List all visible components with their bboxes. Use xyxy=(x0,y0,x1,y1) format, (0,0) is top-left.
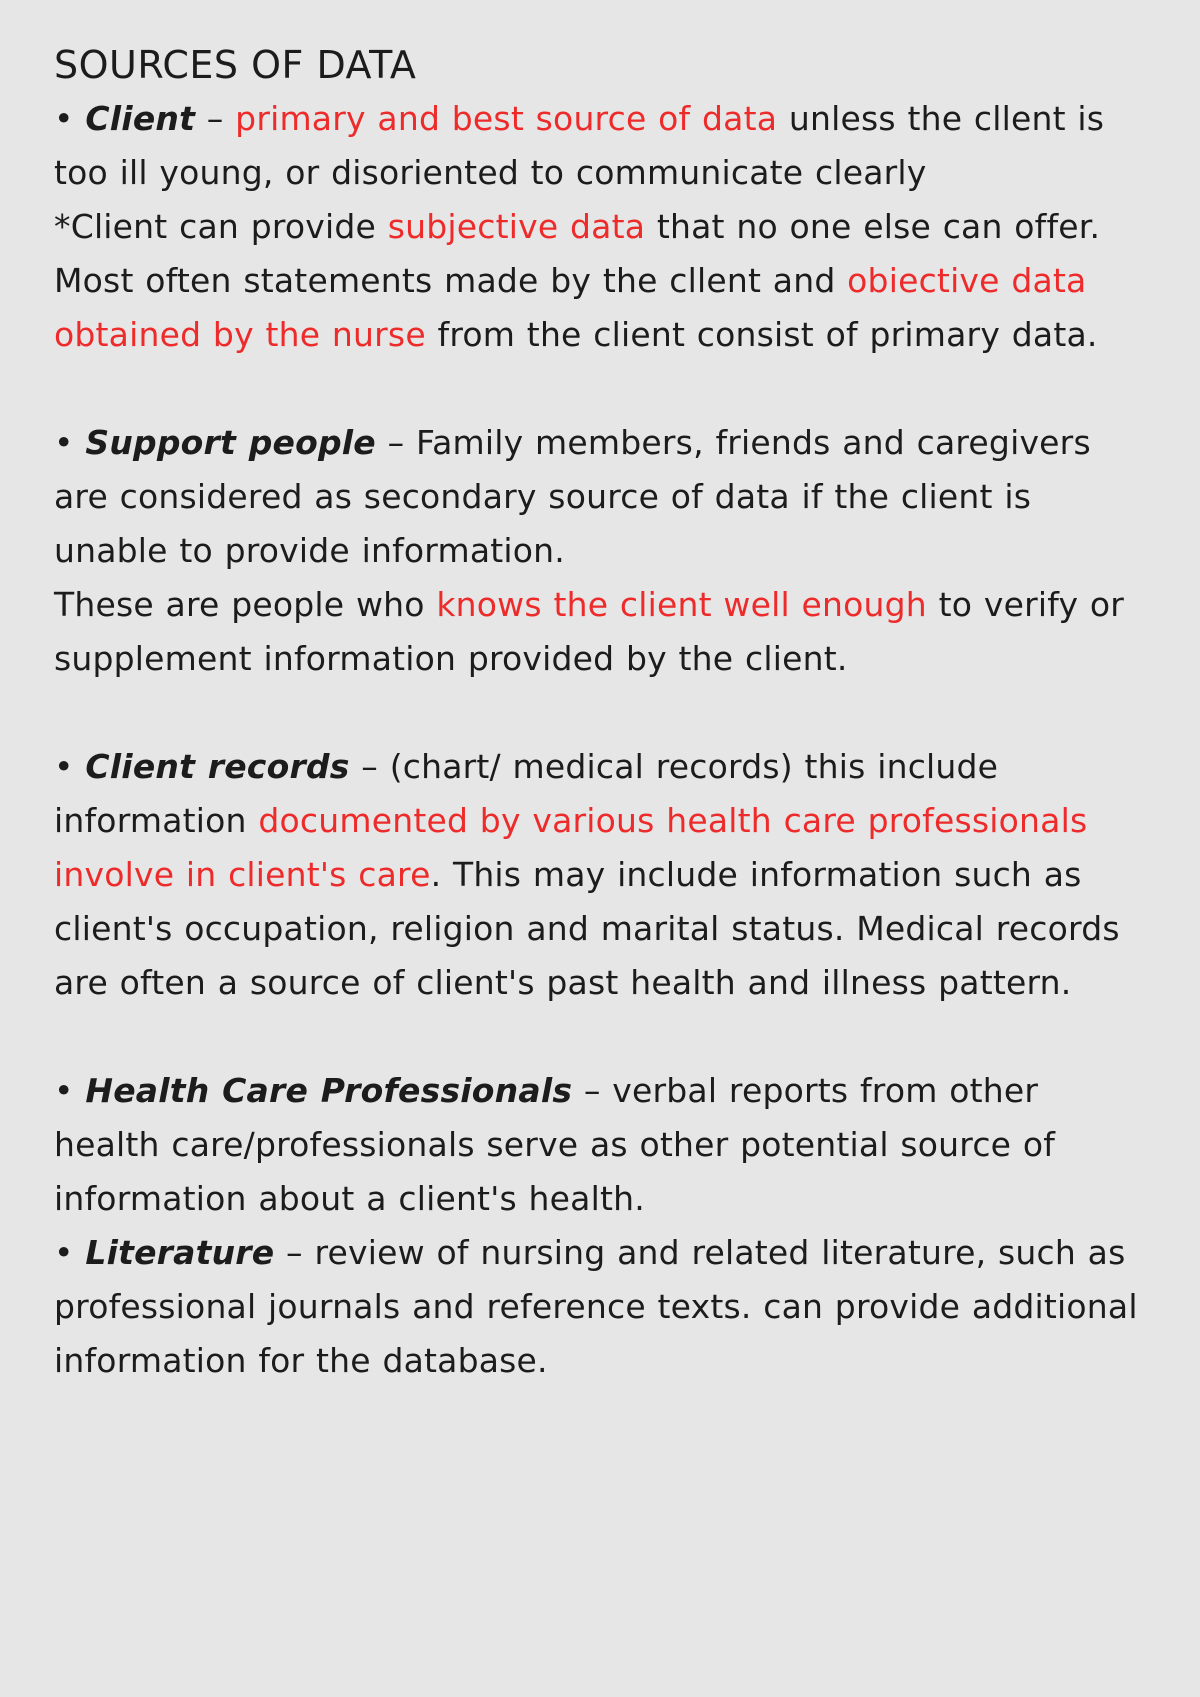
page-title: SOURCES OF DATA xyxy=(54,43,417,87)
dash: – xyxy=(349,747,390,786)
highlight-documented-by: documented by various health care professionals involve in client's care xyxy=(54,801,1088,894)
spacer xyxy=(54,1010,1146,1064)
bullet: • xyxy=(54,1233,74,1272)
records-text-2: . This may include information such as client's occupation, religion and marital status. Medical records are often a source of client's past health and illness pattern. xyxy=(54,855,1120,1002)
section-support-people xyxy=(54,416,1146,578)
bullet: • xyxy=(54,747,74,786)
bullet: • xyxy=(54,99,74,138)
term-literature: Literature xyxy=(85,1233,275,1272)
bullet: • xyxy=(54,423,74,462)
highlight-objective-data: obiective data obtained by the nurse xyxy=(54,261,1087,354)
bullet: • xyxy=(54,1071,74,1110)
section-support-people-detail xyxy=(54,578,1146,686)
spacer xyxy=(54,362,1146,416)
support-text-1: Family members, friends and caregivers are considered as secondary source of data if the client is unable to provide information. xyxy=(54,423,1091,570)
client-text-3: from the client consist of primary data. xyxy=(425,315,1098,354)
dash: – xyxy=(375,423,416,462)
support-text-2-suffix: to verify or supplement information provided by the client. xyxy=(54,585,1125,678)
term-support-people: Support people xyxy=(85,423,376,462)
client-note-prefix: *Client can provide xyxy=(54,207,388,246)
dash: – xyxy=(572,1071,613,1110)
section-health-care-professionals xyxy=(54,1064,1146,1226)
literature-text-1: review of nursing and related literature, such as professional journals and reference texts. can provide additional information for the database. xyxy=(54,1233,1138,1380)
dash: – xyxy=(195,99,236,138)
client-text-1: unless the cllent is too ill young, or disoriented to communicate clearly xyxy=(54,99,1105,192)
highlight-subjective-data: subjective data xyxy=(387,207,646,246)
term-client: Client xyxy=(85,99,196,138)
support-text-2-prefix: These are people who xyxy=(54,585,437,624)
highlight-primary-source: primary and best source of data xyxy=(235,99,778,138)
records-text-1: (chart/ medical records) this include information xyxy=(54,747,999,840)
hcp-text-1: verbal reports from other health care/professionals serve as other potential source of information about a client's health. xyxy=(54,1071,1056,1218)
section-client xyxy=(54,92,1146,200)
client-text-2: that no one else can offer. Most often statements made by the cllent and xyxy=(54,207,1101,300)
term-health-care-professionals: Health Care Professionals xyxy=(85,1071,573,1110)
spacer xyxy=(54,686,1146,740)
highlight-knows-client: knows the client well enough xyxy=(436,585,927,624)
section-client-note xyxy=(54,200,1146,362)
term-client-records: Client records xyxy=(85,747,350,786)
section-literature xyxy=(54,1226,1146,1388)
dash: – xyxy=(274,1233,315,1272)
section-client-records xyxy=(54,740,1146,1010)
